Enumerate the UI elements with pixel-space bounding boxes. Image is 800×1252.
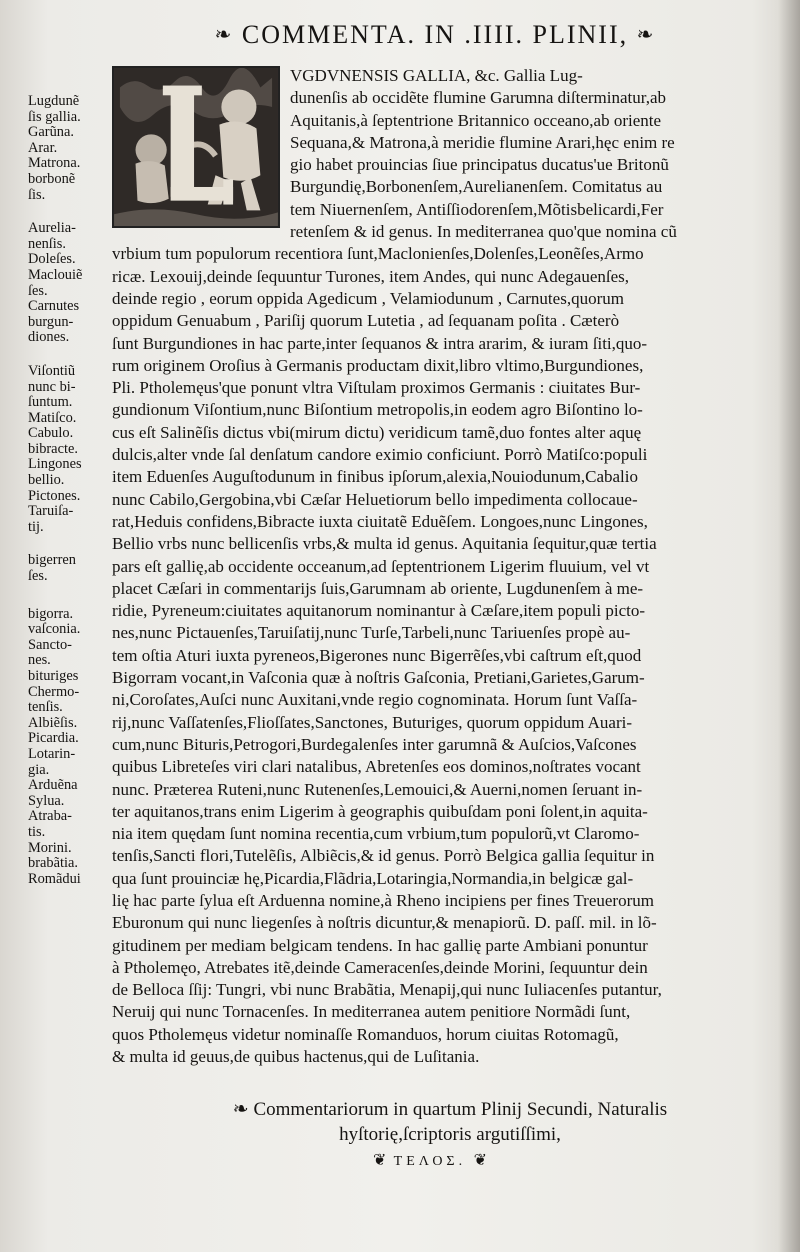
margin-note-line: Garũna. bbox=[28, 124, 74, 141]
margin-note-line: Romãdui bbox=[28, 870, 81, 887]
telos-word: ΤΕΛΟΣ. bbox=[393, 1154, 467, 1169]
text-line: retenſem & id genus. In mediterranea quo'que nomina cũ bbox=[290, 222, 677, 242]
text-line: de Belloca ſſij: Tungri, vbi nunc Brabãtia, Menapij,qui nunc Iuliacenſes putantur, bbox=[112, 980, 662, 1000]
margin-note-line: gia. bbox=[28, 761, 50, 778]
margin-note-line: Lotarin- bbox=[28, 745, 76, 762]
colophon-ornament-icon: ❧ bbox=[232, 1099, 249, 1120]
margin-note-line: Pictones. bbox=[28, 487, 81, 504]
text-line: ni,Coroſates,Auſci nunc Auxitani,vnde regio cognominata. Horum ſunt Vaſſa- bbox=[112, 690, 638, 710]
margin-note-line: Maclouiẽ bbox=[28, 266, 83, 283]
text-line: Neruij qui nunc Tornacenſes. In mediterranea autem penitiore Normãdi ſunt, bbox=[112, 1002, 631, 1022]
margin-note-line: brabãtia. bbox=[28, 855, 78, 872]
margin-note-line: tij. bbox=[28, 518, 44, 535]
text-line: Pli. Ptholemęus'que ponunt vltra Viſtulam proximos Germanis : ciuitates Bur- bbox=[112, 378, 641, 398]
text-line: rij,nunc Vaſſatenſes,Flioſſates,Sanctones, Buturiges, quorum oppidum Auari- bbox=[112, 712, 633, 732]
text-line: quibus Libreteſes viri clari natalibus, Abretenſes eos dominos,noſtrates vocant bbox=[112, 757, 641, 777]
text-line: à Ptholemęo, Atrebates itẽ,deinde Cameracenſes,deinde Morini, ſequuntur dein bbox=[112, 957, 648, 977]
text-line: ridie, Pyreneum:ciuitates aquitanorum nominantur à Cæſare,item populi picto- bbox=[112, 601, 646, 621]
text-line: ter aquitanos,trans enim Ligerim à geographis quibuſdam poni ſolent,in aquita- bbox=[112, 801, 648, 821]
margin-note-line: Sylua. bbox=[28, 792, 65, 809]
margin-note-line: bituriges bbox=[28, 668, 79, 684]
text-line: Aquitanis,à ſeptentrione Britannico occeano,ab oriente bbox=[290, 110, 662, 130]
text-line: nes,nunc Pictauenſes,Taruiſatij,nunc Turſe,Tarbeli,nunc Tariuenſes propè au- bbox=[112, 623, 631, 643]
text-line: nia item quędam ſunt nomina recentia,cum vrbium,tum populorũ,vt Claromo- bbox=[112, 824, 640, 844]
margin-note-line: nenſis. bbox=[28, 235, 66, 252]
text-line: gitudinem per mediam belgicam tendens. In hac gallię parte Ambiani ponuntur bbox=[112, 935, 648, 955]
margin-note-line: ſis gallia. bbox=[28, 108, 81, 125]
text-line: dunenſis ab occidẽte flumine Garumna diſterminatur,ab bbox=[290, 88, 667, 108]
margin-note bbox=[28, 94, 110, 203]
margin-note-line: bibracte. bbox=[28, 440, 78, 457]
margin-note-line: Aurelia- bbox=[28, 220, 76, 237]
margin-note-line: Matrona. bbox=[28, 155, 81, 172]
colophon bbox=[170, 1097, 730, 1147]
margin-note-line: Arduẽna bbox=[28, 777, 78, 794]
margin-note-line: bigorra. bbox=[28, 605, 74, 622]
margin-note-line: diones. bbox=[28, 329, 70, 346]
text-line: Burgundię,Borbonenſem,Aurelianenſem. Comitatus au bbox=[290, 177, 663, 197]
margin-note-line: ſis. bbox=[28, 186, 46, 203]
text-line: & multa id geuus,de quibus hactenus,qui de Luſitania. bbox=[112, 1047, 480, 1067]
margin-note-line: tis. bbox=[28, 823, 46, 840]
text-line: dulcis,alter vnde ſal denſatum candore eximio conficiunt. Porrò Matiſco:populi bbox=[112, 445, 648, 465]
margin-note-line: Taruiſa- bbox=[28, 503, 74, 520]
text-line: rat,Heduis confidens,Bibracte iuxta ciuitatẽ Eduẽſem. Longoes,nunc Lingones, bbox=[112, 511, 648, 531]
margin-note-line: nunc bi- bbox=[28, 378, 76, 395]
margin-note-line: borbonẽ bbox=[28, 170, 76, 187]
text-line: cus eſt Salinẽſis dictus vbi(mirum dictu) veridicum tamẽ,duo fontes alter aquę bbox=[112, 422, 642, 442]
margin-note-line: Arar. bbox=[28, 139, 58, 156]
margin-note-line: tenſis. bbox=[28, 699, 63, 716]
margin-note bbox=[28, 607, 110, 888]
text-line: tenſis,Sancti flori,Tutelẽſis, Albiẽcis,& id genus. Porrò Belgica gallia ſequitur in bbox=[112, 846, 655, 866]
margin-note-line: Cabulo. bbox=[28, 425, 74, 442]
text-line: Bellio vrbs nunc bellicenſis vrbs,& multa id genus. Aquitania ſequitur,quæ tertia bbox=[112, 534, 657, 554]
margin-note-line: Lugdunẽ bbox=[28, 93, 80, 109]
margin-note-line: burgun- bbox=[28, 313, 74, 330]
margin-note-line: Carnutes bbox=[28, 298, 80, 315]
margin-note-line: bigerren bbox=[28, 552, 76, 569]
text-line: deinde regio , eorum oppida Agedicum , Velamiodunum , Carnutes,quorum bbox=[112, 288, 624, 308]
margin-note-line: Chermo- bbox=[28, 683, 80, 700]
text-line: gundionum Viſontium,nunc Biſontium metropolis,in eodem agro Biſontino lo- bbox=[112, 400, 643, 420]
text-line: rum originem Oroſius à Germanis productam dixit,libro vltimo,Burgundiones, bbox=[112, 355, 644, 375]
telos-ornament-left-icon: ❦ bbox=[372, 1152, 387, 1169]
running-header bbox=[150, 20, 720, 50]
colophon-line-2: hyſtorię,ſcriptoris argutiſſimi, bbox=[339, 1124, 561, 1145]
header-ornament-left-icon: ❧ bbox=[214, 24, 234, 46]
header-title: COMMENTA. IN .IIII. PLINII, bbox=[241, 20, 629, 49]
text-line: oppidum Genuabum , Pariſij quorum Lutetia , ad ſequanam poſita . Cæterò bbox=[112, 311, 620, 331]
text-line: gio habet prouincias ſiue principatus ducatus'ue Britonũ bbox=[290, 155, 669, 175]
text-line: lię hac parte ſylua eſt Arduenna nomine,à Rheno incipiens per fines Treuerorum bbox=[112, 890, 654, 910]
text-line: ſunt Burgundiones in hac parte,inter ſequanos & intra ararim, & iuram ſiti,quo- bbox=[112, 333, 648, 353]
text-line: nunc Cabilo,Gergobina,vbi Cæſar Heluetiorum bello impedimenta collocaue- bbox=[112, 489, 638, 509]
margin-note-line: ſes. bbox=[28, 568, 48, 585]
margin-note-line: ſuntum. bbox=[28, 394, 73, 411]
colophon-line-1: ❧ Commentariorum in quartum Plinij Secundi, Naturalis bbox=[232, 1099, 668, 1120]
text-line: Eburonum qui nunc liegenſes à noſtris dicuntur,& menapiorũ. D. paſſ. mil. in lõ- bbox=[112, 913, 657, 933]
decorated-initial-letter-icon bbox=[114, 68, 278, 226]
text-line: cum,nunc Bituris,Petrogori,Burdegalenſes inter garumnã & Auſcios,Vaſcones bbox=[112, 734, 637, 754]
margin-note-line: Matiſco. bbox=[28, 409, 77, 426]
margin-note-line: bellio. bbox=[28, 472, 65, 489]
text-line: ricæ. Lexouij,deinde ſequuntur Turones, item Andes, qui nunc Adegauenſes, bbox=[112, 266, 630, 286]
decorated-initial bbox=[112, 66, 280, 228]
margin-note-line: nes. bbox=[28, 652, 51, 669]
margin-note bbox=[28, 364, 110, 536]
margin-note bbox=[28, 553, 110, 584]
text-line: tem oſtia Aturi iuxta pyreneos,Bigerones nunc Bigerrẽſes,vbi caſtrum eſt,quod bbox=[112, 645, 642, 665]
margin-note-line: Doleſes. bbox=[28, 251, 76, 268]
margin-note-line: Atraba- bbox=[28, 808, 72, 825]
page-gutter-shadow bbox=[778, 0, 800, 1252]
text-line: pars eſt gallię,ab occidente occeanum,ad ſeptentrionem Ligerim fluuium, vel vt bbox=[112, 556, 650, 576]
text-line: qua ſunt prouinciæ hę,Picardia,Flãdria,Lotaringia,Normandia,in belgicæ gal- bbox=[112, 868, 634, 888]
text-line: placet Cæſari in commentarijs ſuis,Garumnam ab oriente, Lugdunenſem à me- bbox=[112, 578, 644, 598]
margin-note-line: Morini. bbox=[28, 839, 72, 856]
telos-ornament-right-icon: ❦ bbox=[473, 1152, 487, 1169]
text-line: Sequana,& Matrona,à meridie flumine Arari,hęc enim re bbox=[290, 132, 675, 152]
margin-note-line: Viſontiũ bbox=[28, 362, 76, 379]
telos-line bbox=[330, 1150, 530, 1170]
header-ornament-right-icon: ❧ bbox=[636, 24, 656, 46]
margin-note-line: Sancto- bbox=[28, 636, 72, 653]
text-line: vrbium tum populorum recentiora ſunt,Maclonienſes,Dolenſes,Leonẽſes,Armo bbox=[112, 244, 644, 264]
margin-notes bbox=[28, 78, 110, 887]
margin-note-line: vaſconia. bbox=[28, 621, 81, 638]
main-text-block bbox=[112, 65, 780, 1068]
text-line: quos Ptholemęus videtur nominaſſe Romanduos, horum ciuitas Rotomagũ, bbox=[112, 1024, 619, 1044]
text-line: Bigorram vocant,in Vaſconia quæ à noſtris Gaſconia, Pretiani,Garietes,Garum- bbox=[112, 668, 645, 688]
text-line: tem Niuernenſem, Antiſſiodorenſem,Mõtisbelicardi,Fer bbox=[290, 199, 664, 219]
text-line: item Eduenſes Auguſtodunum in finibus ipſorum,alexia,Nouiodunum,Cabalio bbox=[112, 467, 638, 487]
text-line: nunc. Præterea Ruteni,nunc Rutenenſes,Lemouici,& Auerni,nomen ſeruant in- bbox=[112, 779, 643, 799]
text-line: VGDVNENSIS GALLIA, &c. Gallia Lug- bbox=[290, 66, 583, 85]
margin-note bbox=[28, 221, 110, 346]
margin-note-line: ſes. bbox=[28, 282, 48, 299]
margin-note-line: Lingones bbox=[28, 456, 82, 473]
margin-note-line: Albiẽſis. bbox=[28, 714, 78, 731]
margin-note-line: Picardia. bbox=[28, 730, 79, 747]
